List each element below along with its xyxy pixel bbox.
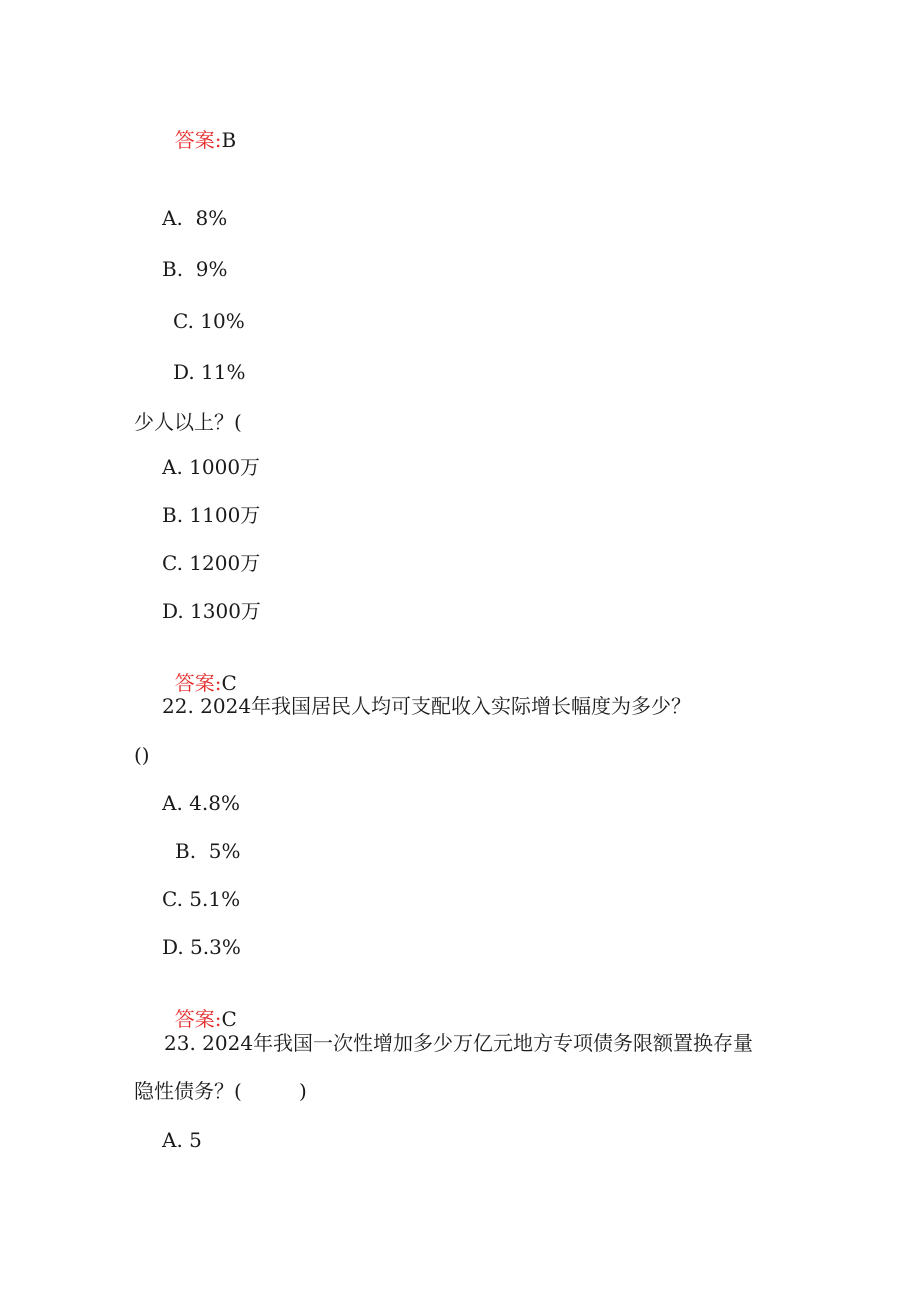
answer-value: C: [221, 671, 237, 695]
option-c: C. 5.1%: [162, 887, 241, 911]
option-b: B. 5%: [175, 839, 241, 863]
option-d: D. 5.3%: [162, 935, 241, 959]
option-d: D. 11%: [173, 360, 246, 384]
answer-line: [162, 647, 237, 695]
answer-line: [162, 104, 236, 152]
option-a: A. 4.8%: [162, 791, 240, 815]
question-22-blank: (): [134, 743, 150, 767]
option-c: C. 1200万: [162, 551, 261, 575]
answer-value: B: [221, 128, 237, 152]
question-text: 少人以上？(: [134, 410, 242, 434]
answer-label: 答案:: [174, 128, 222, 152]
question-23-text: 23. 2024年我国一次性增加多少万亿元地方专项债务限额置换存量: [164, 1031, 754, 1055]
option-b: B. 1100万: [162, 503, 261, 527]
answer-value: C: [221, 1007, 237, 1031]
question-23-text-continued: 隐性债务？( ): [134, 1079, 307, 1103]
option-c: C. 10%: [173, 309, 245, 333]
option-a: A. 5: [162, 1128, 202, 1152]
option-d: D. 1300万: [162, 599, 261, 623]
answer-label: 答案:: [174, 1007, 222, 1031]
option-b: B. 9%: [162, 257, 228, 281]
question-22-text: 22. 2024年我国居民人均可支配收入实际增长幅度为多少？: [162, 694, 692, 718]
answer-label: 答案:: [174, 671, 222, 695]
answer-line: [162, 983, 237, 1031]
option-a: A. 8%: [162, 206, 228, 230]
option-a: A. 1000万: [162, 455, 261, 479]
